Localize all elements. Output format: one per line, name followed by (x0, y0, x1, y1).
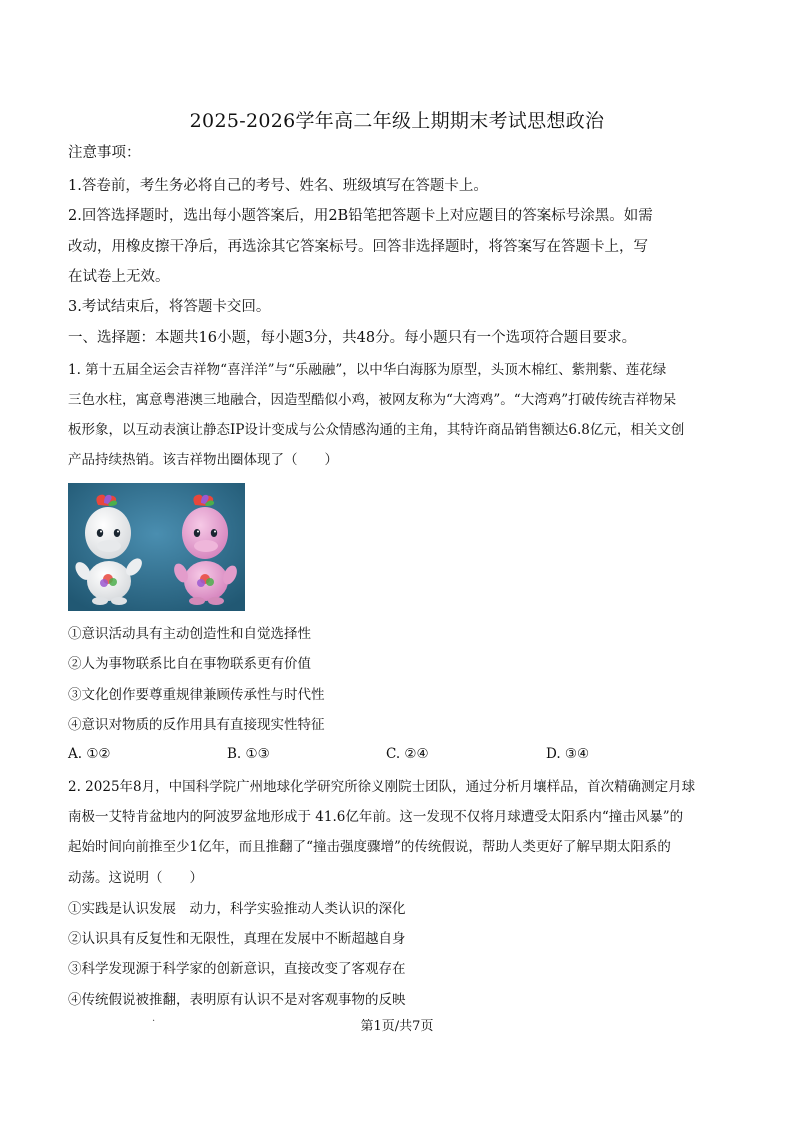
page-title: 2025-2026学年高二年级上期期末考试思想政治 (189, 110, 605, 132)
q1-statement: ④意识对物质的反作用具有直接现实性特征 (68, 717, 325, 733)
option-c: C. ②④ (386, 746, 429, 762)
page-footer: 第1页/共7页 (360, 1019, 434, 1034)
q2-statement: ②认识具有反复性和无限性，真理在发展中不断超越自身 (68, 931, 406, 947)
q2-statement: ①实践是认识发展 动力，科学实验推动人类认识的深化 (68, 901, 406, 917)
option-d: D. ③④ (546, 746, 590, 762)
notice-item: 在试卷上无效。 (68, 269, 170, 285)
q1-statement: ②人为事物联系比自在事物联系更有价值 (68, 656, 311, 672)
q1-stem-line: 产品持续热销。该吉祥物出圈体现了（ ） (68, 452, 338, 468)
notice-item: 2.回答选择题时，选出每小题答案后，用2B铅笔把答题卡上对应题目的答案标号涂黑。如需 (68, 208, 653, 224)
notice-item: 1.答卷前，考生务必将自己的考号、姓名、班级填写在答题卡上。 (68, 178, 488, 194)
q1-stem-line: 板形象，以互动表演让静态IP设计变成与公众情感沟通的主角，其特许商品销售额达6.8亿元，相关文创 (68, 422, 685, 438)
section-heading: 一、选择题：本题共16小题，每小题3分，共48分。每小题只有一个选项符合题目要求。 (68, 330, 637, 346)
q1-stem-line: 三色水柱，寓意粤港澳三地融合，因造型酷似小鸡，被网友称为“大湾鸡”。“大湾鸡”打破传统吉祥物呆 (68, 392, 677, 408)
q1-statement: ①意识活动具有主动创造性和自觉选择性 (68, 626, 311, 642)
q2-statement: ③科学发现源于科学家的创新意识，直接改变了客观存在 (68, 961, 406, 977)
notice-heading: 注意事项： (68, 145, 141, 161)
q1-statement: ③文化创作要尊重规律兼顾传承性与时代性 (68, 687, 325, 703)
option-b: B. ①③ (227, 746, 270, 762)
notice-item: 改动，用橡皮擦干净后，再选涂其它答案标号。回答非选择题时，将答案写在答题卡上，写 (68, 239, 648, 255)
q1-stem-line: 1. 第十五届全运会吉祥物“喜洋洋”与“乐融融”，以中华白海豚为原型，头顶木棉红、紫荆紫、莲花绿 (68, 362, 667, 378)
q2-stem-line: 南极一艾特肯盆地内的阿波罗盆地形成于 41.6亿年前。这一发现不仅将月球遭受太阳系内“撞击风暴”的 (68, 809, 684, 825)
notice-item: 3.考试结束后，将答题卡交回。 (68, 299, 271, 315)
q2-stem-line: 起始时间向前推至少1亿年，而且推翻了“撞击强度骤增”的传统假说，帮助人类更好了解早期太阳系的 (68, 839, 671, 855)
option-a: A. ①② (68, 746, 111, 762)
q2-stem-line: 动荡。这说明（ ） (68, 870, 203, 886)
q2-statement: ④传统假说被推翻，表明原有认识不是对客观事物的反映 (68, 992, 406, 1008)
stray-dot: · (152, 1016, 156, 1027)
q1-options (68, 746, 728, 766)
mascot-image (68, 483, 245, 611)
q2-stem-line: 2. 2025年8月，中国科学院广州地球化学研究所徐义刚院士团队，通过分析月壤样品，首次精确测定月球 (68, 779, 696, 795)
